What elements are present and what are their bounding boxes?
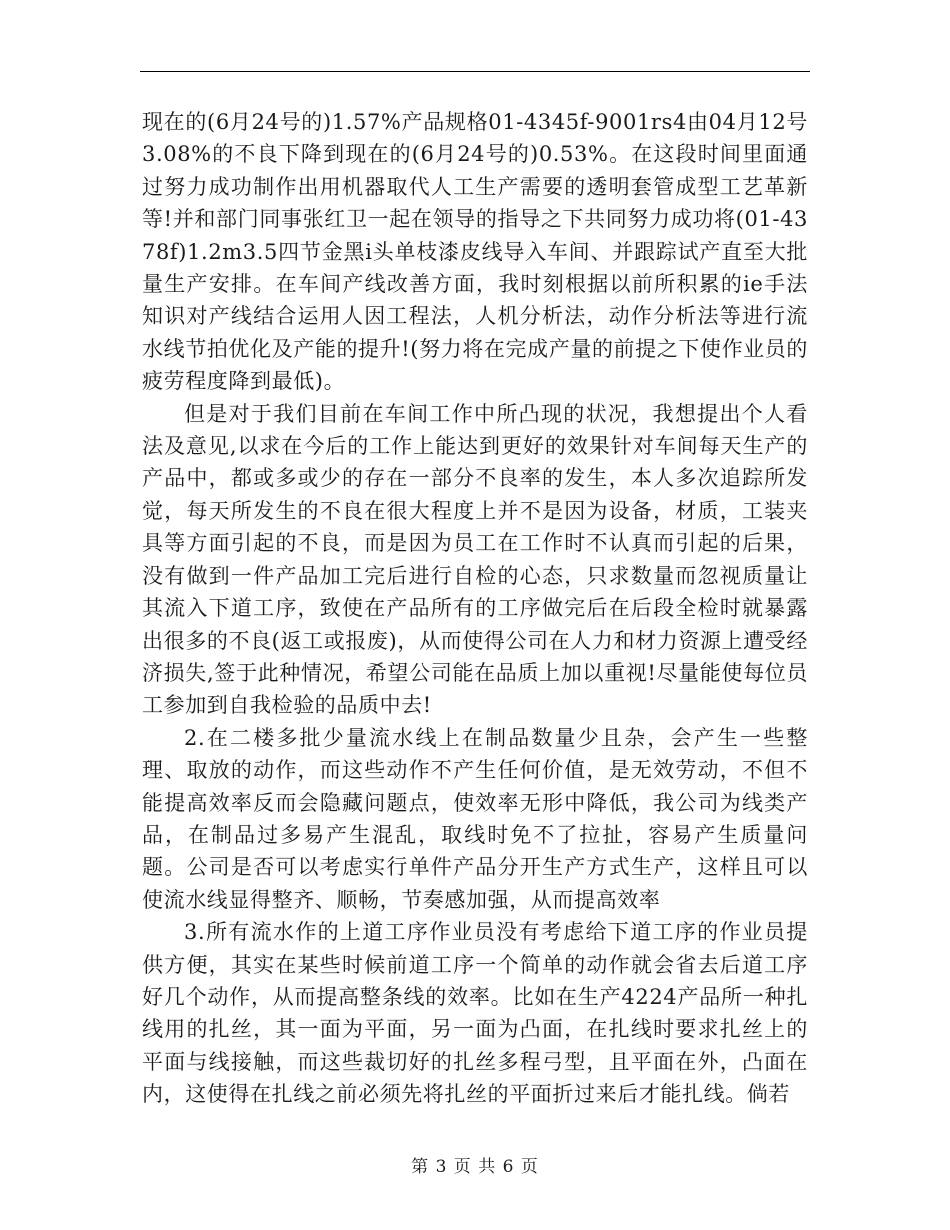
paragraph-1: 现在的(6月24号的)1.57%产品规格01-4345f-9001rs4由04月12号3.08%的不良下降到现在的(6月24号的)0.53%。在这段时间里面通过努力成功制作出用机器取代人工生产需要的透明套管成型工艺革新等!并和部门同事张红卫一起在领导的指导之下共同努力成功将(01-4378f)1.2m3.5四节金黑i头单枝漆皮线导入车间、并跟踪试产直至大批量生产安排。在车间产线改善方面，我时刻根据以前所积累的ie手法知识对产线结合运用人因工程法，人机分析法，动作分析法等进行流水线节拍优化及产能的提升!(努力将在完成产量的前提之下使作业员的疲劳程度降到最低)。 — [142, 110, 808, 394]
paragraph-2: 但是对于我们目前在车间工作中所凸现的状况，我想提出个人看法及意见,以求在今后的工作上能达到更好的效果针对车间每天生产的产品中，都或多或少的存在一部分不良率的发生，本人多次追踪所发觉，每天所发生的不良在很大程度上并不是因为设备，材质，工装夹具等方面引起的不良，而是因为员工在工作时不认真而引起的后果，没有做到一件产品加工完后进行自检的心态，只求数量而忽视质量让其流入下道工序，致使在产品所有的工序做完后在后段全检时就暴露出很多的不良(返工或报废)，从而使得公司在人力和材力资源上遭受经济损失,签于此种情况，希望公司能在品质上加以重视!尽量能使每位员工参加到自我检验的品质中去! — [142, 401, 808, 718]
header-rule — [140, 71, 810, 72]
page-number: 第 3 页 共 6 页 — [411, 1157, 539, 1177]
document-body — [142, 106, 808, 1111]
paragraph-3: 2.在二楼多批少量流水线上在制品数量少且杂，会产生一些整理、取放的动作，而这些动作不产生任何价值，是无效劳动，不但不能提高效率反而会隐藏问题点，使效率无形中降低，我公司为线类产品，在制品过多易产生混乱，取线时免不了拉扯，容易产生质量问题。公司是否可以考虑实行单件产品分开生产方式生产，这样且可以使流水线显得整齐、顺畅，节奏感加强，从而提高效率 — [142, 725, 808, 912]
paragraph-4: 3.所有流水作的上道工序作业员没有考虑给下道工序的作业员提供方便，其实在某些时候前道工序一个简单的动作就会省去后道工序好几个动作，从而提高整条线的效率。比如在生产4224产品所一种扎线用的扎丝，其一面为平面，另一面为凸面，在扎线时要求扎丝上的平面与线接触，而这些裁切好的扎丝多程弓型，且平面在外，凸面在内，这使得在扎线之前必须先将扎丝的平面折过来后才能扎线。倘若 — [142, 920, 808, 1107]
